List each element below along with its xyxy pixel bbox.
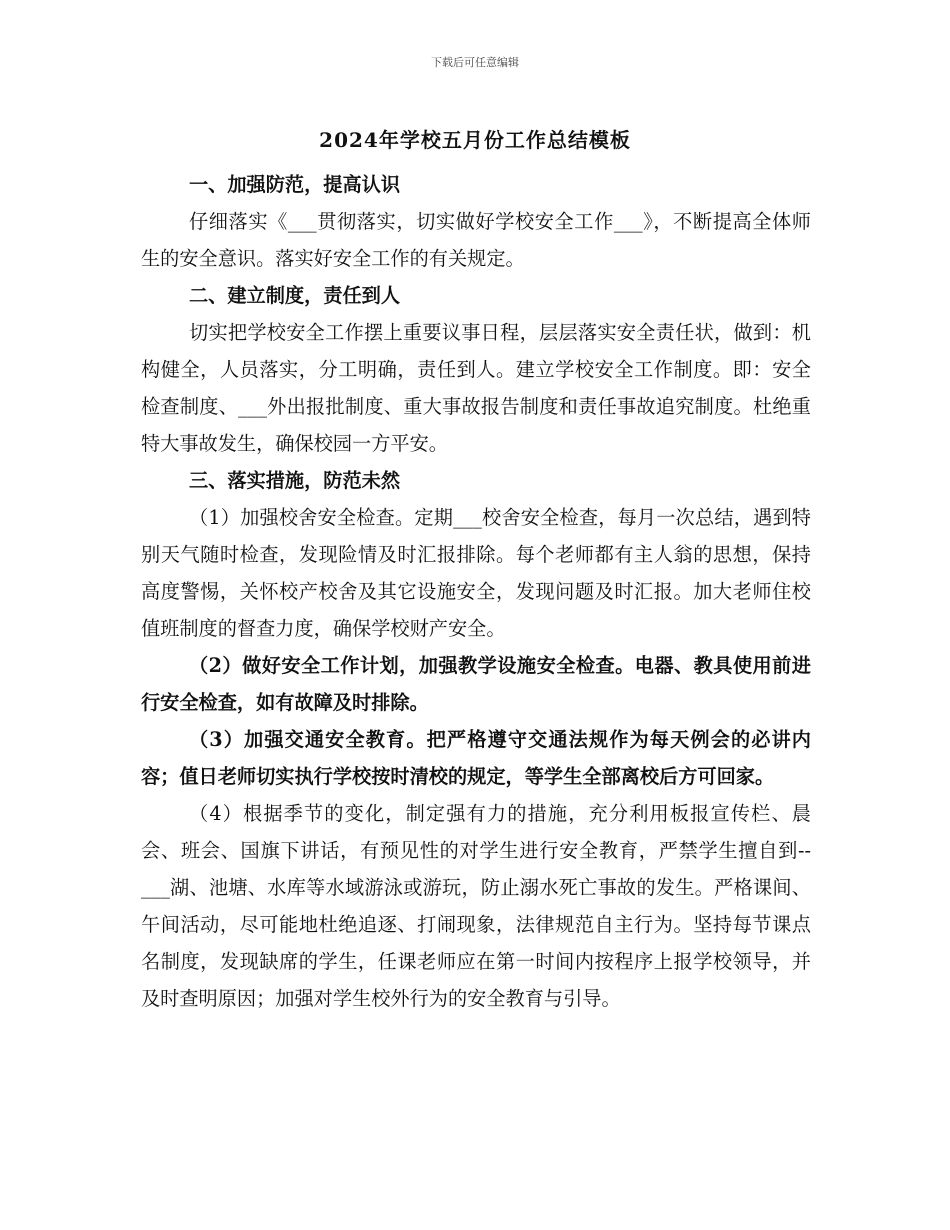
measure-item-4: （4）根据季节的变化，制定强有力的措施，充分利用板报宣传栏、晨会、班会、国旗下讲话，有预见性的对学生进行安全教育，严禁学生擅自到--___湖、池塘、水库等水域游泳或游玩，防止溺水死亡事故的发生。严格课间、午间活动，尽可能地杜绝追逐、打闹现象，法律规范自主行为。坚持每节课点名制度，发现缺席的学生，任课老师应在第一时间内按程序上报学校领导，并及时查明原因；加强对学生校外行为的安全教育与引导。 (141, 802, 811, 1010)
measure-item-1: （1）加强校舍安全检查。定期___校舍安全检查，每月一次总结，遇到特别天气随时检查，发现险情及时汇报排除。每个老师都有主人翁的思想，保持高度警惕，关怀校产校舍及其它设施安全，发现问题及时汇报。加大老师住校值班制度的督查力度，确保学校财产安全。 (141, 506, 811, 640)
section-1-paragraph: 仔细落实《___贯彻落实，切实做好学校安全工作___》，不断提高全体师生的安全意识。落实好安全工作的有关规定。 (141, 210, 811, 270)
measure-item-3: （3）加强交通安全教育。把严格遵守交通法规作为每天例会的必讲内容；值日老师切实执行学校按时清校的规定，等学生全部离校后方可回家。 (141, 728, 811, 788)
section-1-heading: 一、加强防范，提高认识 (189, 173, 401, 196)
page-header-note: 下载后可任意编辑 (431, 56, 519, 69)
document-title: 2024年学校五月份工作总结模板 (319, 128, 631, 152)
document-body (141, 166, 811, 1017)
section-2-heading: 二、建立制度，责任到人 (189, 284, 401, 307)
measure-item-2: （2）做好安全工作计划，加强教学设施安全检查。电器、教具使用前进行安全检查，如有故障及时排除。 (141, 654, 811, 714)
section-2-paragraph: 切实把学校安全工作摆上重要议事日程，层层落实安全责任状，做到：机构健全，人员落实，分工明确，责任到人。建立学校安全工作制度。即：安全检查制度、___外出报批制度、重大事故报告制度和责任事故追究制度。杜绝重特大事故发生，确保校园一方平安。 (141, 321, 811, 455)
section-3-heading: 三、落实措施，防范未然 (189, 469, 401, 492)
